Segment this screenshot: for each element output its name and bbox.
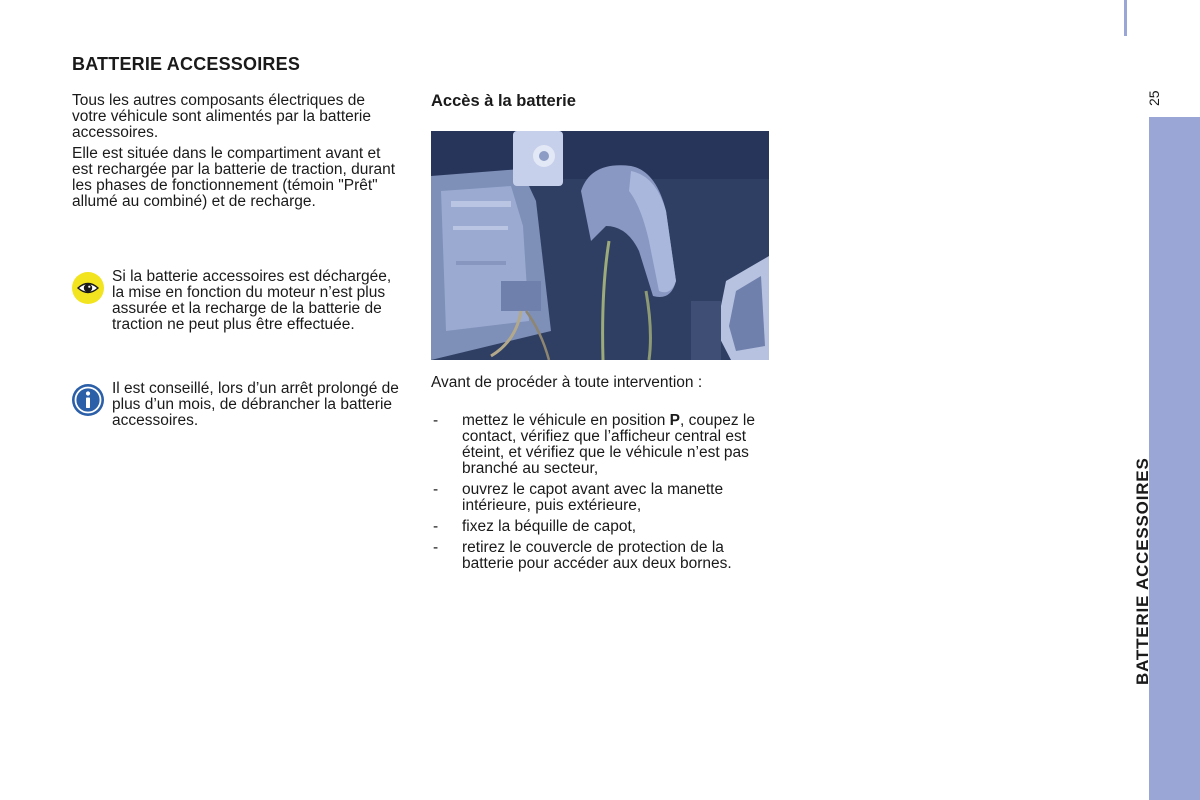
list-dash: - <box>433 539 439 556</box>
page-title: BATTERIE ACCESSOIRES <box>72 54 301 74</box>
info-note-text: Il est conseillé, lors d’un arrêt prolongé de plus d’un mois, de débrancher la batterie accessoires. <box>112 380 399 429</box>
eye-icon <box>72 272 104 304</box>
intro-paragraph-2: Elle est située dans le compartiment avant et est rechargée par la batterie de traction, durant les phases de fonctionnement (témoin "Prêt" allumé au combiné) et de recharge. <box>72 145 396 210</box>
step-1-bold: P <box>669 412 680 429</box>
battery-compartment-photo <box>431 131 769 360</box>
list-item <box>431 519 776 535</box>
list-item <box>431 413 776 477</box>
access-intro: Avant de procéder à toute intervention : <box>431 374 703 391</box>
access-steps-list <box>431 413 776 577</box>
intro-paragraph-1: Tous les autres composants électriques de votre véhicule sont alimentés par la batterie accessoires. <box>72 92 371 141</box>
list-item <box>431 540 776 572</box>
step-1-text: mettez le véhicule en position P, coupez le contact, vérifiez que l’afficheur central est éteint, et vérifiez que le véhicule n’est pas branché au secteur, <box>462 412 755 477</box>
step-3-text: fixez la béquille de capot, <box>462 518 637 535</box>
info-note <box>72 381 407 429</box>
access-section-title: Accès à la batterie <box>431 92 576 110</box>
section-label: BATTERIE ACCESSOIRES <box>1133 457 1152 685</box>
eye-note-text: Si la batterie accessoires est déchargée, la mise en fonction du moteur n’est plus assurée et la recharge de la batterie de traction ne peut plus être effectuée. <box>112 268 392 333</box>
list-dash: - <box>433 518 439 535</box>
top-accent-line <box>1124 0 1127 36</box>
info-icon <box>72 384 104 416</box>
list-dash: - <box>433 412 439 429</box>
eye-note <box>72 269 407 333</box>
step-4-text: retirez le couvercle de protection de la batterie pour accéder aux deux bornes. <box>462 539 732 572</box>
list-dash: - <box>433 481 439 498</box>
list-item <box>431 482 776 514</box>
page-number: 25 <box>1146 90 1162 106</box>
step-2-text: ouvrez le capot avant avec la manette intérieure, puis extérieure, <box>462 481 724 514</box>
section-sidebar <box>1149 117 1200 800</box>
